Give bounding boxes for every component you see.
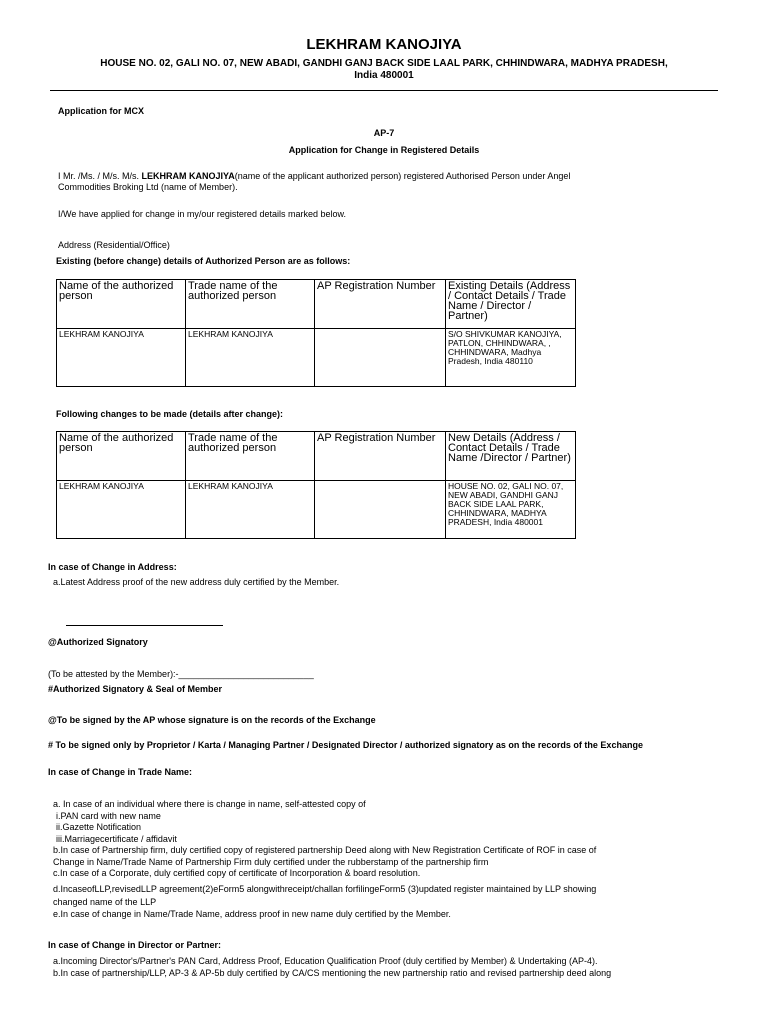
existing-details-table: [56, 279, 576, 387]
list-item: changed name of the LLP: [53, 897, 157, 907]
address-line-1: HOUSE NO. 02, GALI NO. 07, NEW ABADI, GANDHI GANJ BACK SIDE LAAL PARK, CHHINDWARA, MADHYA PRADESH,: [100, 58, 668, 69]
intro-suffix: (name of the applicant authorized person) registered Authorised Person under Angel: [234, 171, 571, 181]
cell-trade-name: LEKHRAM KANOJIYA: [186, 329, 315, 387]
signatory-seal: #Authorized Signatory & Seal of Member: [48, 684, 223, 694]
cell-trade-name: LEKHRAM KANOJIYA: [186, 481, 315, 539]
table-row: [57, 481, 576, 539]
signature-line: [66, 625, 223, 626]
attested-line: (To be attested by the Member):-___________________________: [48, 669, 314, 679]
cell-ap-registration: [315, 481, 446, 539]
cell-name: LEKHRAM KANOJIYA: [57, 481, 186, 539]
list-item: d.IncaseofLLP,revisedLLP agreement(2)eForm5 alongwithreceipt/challan forfilingeForm5 (3)updated register maintained by LLP showing: [53, 883, 597, 894]
address-line-2: India 480001: [354, 70, 414, 81]
applicant-address-header: [40, 58, 728, 82]
cell-name: LEKHRAM KANOJIYA: [57, 329, 186, 387]
form-subtitle: Application for Change in Registered Details: [288, 145, 480, 155]
header-ap-registration: AP Registration Number: [315, 280, 446, 329]
cell-existing-details: S/O SHIVKUMAR KANOJIYA, PATLON, CHHINDWARA, , CHHINDWARA, Madhya Pradesh, India 480110: [446, 329, 576, 387]
list-item: ii.Gazette Notification: [56, 822, 142, 832]
list-item: c.In case of a Corporate, duly certified copy of certificate of Incorporation & board resolution.: [53, 868, 421, 878]
header-existing-details: Existing Details (Address / Contact Details / Trade Name / Director / Partner): [446, 280, 576, 329]
authorized-signatory: @Authorized Signatory: [48, 637, 148, 647]
note-hash-signature: # To be signed only by Proprietor / Karta / Managing Partner / Designated Director / authorized signatory as on the records of the Exchange: [48, 740, 643, 750]
list-item: a. In case of an individual where there is change in name, self-attested copy of: [53, 799, 366, 809]
list-item: b.In case of partnership/LLP, AP-3 & AP-5b duly certified by CA/CS mentioning the new partnership ratio and revised partnership deed along: [53, 967, 612, 978]
header-trade-name: Trade name of the authorized person: [186, 432, 315, 481]
list-item: a.Incoming Director's/Partner's PAN Card, Address Proof, Education Qualification Proof (duly certified by Member) & Undertaking (AP-4).: [53, 956, 598, 966]
table-header-row: [57, 432, 576, 481]
intro-name: LEKHRAM KANOJIYA: [141, 171, 235, 181]
following-heading: Following changes to be made (details after change):: [56, 409, 284, 419]
header-divider: [50, 90, 718, 91]
list-item: Change in Name/Trade Name of Partnership Firm duly certified under the rubberstamp of the partnership firm: [53, 856, 489, 867]
note-at-signature: @To be signed by the AP whose signature is on the records of the Exchange: [48, 715, 376, 725]
header-name: Name of the authorized person: [57, 432, 186, 481]
header-ap-registration: AP Registration Number: [315, 432, 446, 481]
header-new-details: New Details (Address / Contact Details / Trade Name /Director / Partner): [446, 432, 576, 481]
list-item: iii.Marriagecertificate / affidavit: [56, 833, 177, 844]
list-item: e.In case of change in Name/Trade Name, address proof in new name duly certified by the Member.: [53, 908, 451, 919]
header-trade-name: Trade name of the authorized person: [186, 280, 315, 329]
intro-paragraph: [58, 171, 718, 193]
cell-ap-registration: [315, 329, 446, 387]
application-for: Application for MCX: [58, 106, 144, 116]
trade-name-change-heading: In case of Change in Trade Name:: [48, 767, 193, 777]
director-change-heading: In case of Change in Director or Partner:: [48, 940, 222, 950]
director-change-list: [53, 956, 743, 979]
address-change-heading: In case of Change in Address:: [48, 562, 177, 572]
address-type: Address (Residential/Office): [58, 240, 170, 250]
table-header-row: [57, 280, 576, 329]
applicant-name-title: LEKHRAM KANOJIYA: [306, 36, 462, 53]
address-change-item-a: a.Latest Address proof of the new address duly certified by the Member.: [53, 577, 340, 587]
form-code: AP-7: [373, 128, 395, 138]
list-item: i.PAN card with new name: [56, 810, 161, 821]
intro-line-2: Commodities Broking Ltd (name of Member).: [58, 182, 238, 192]
table-row: [57, 329, 576, 387]
header-name: Name of the authorized person: [57, 280, 186, 329]
cell-new-details: HOUSE NO. 02, GALI NO. 07, NEW ABADI, GANDHI GANJ BACK SIDE LAAL PARK, CHHINDWARA, MADHYA PRADESH, India 480001: [446, 481, 576, 539]
existing-heading: Existing (before change) details of Authorized Person are as follows:: [56, 256, 351, 266]
list-item: b.In case of Partnership firm, duly certified copy of registered partnership Deed along with New Registration Certificate of ROF in case of: [53, 845, 597, 855]
applied-text: I/We have applied for change in my/our registered details marked below.: [58, 209, 346, 219]
intro-prefix: I Mr. /Ms. / M/s. M/s.: [58, 171, 139, 181]
new-details-table: [56, 431, 576, 539]
trade-name-change-list: [53, 799, 733, 920]
